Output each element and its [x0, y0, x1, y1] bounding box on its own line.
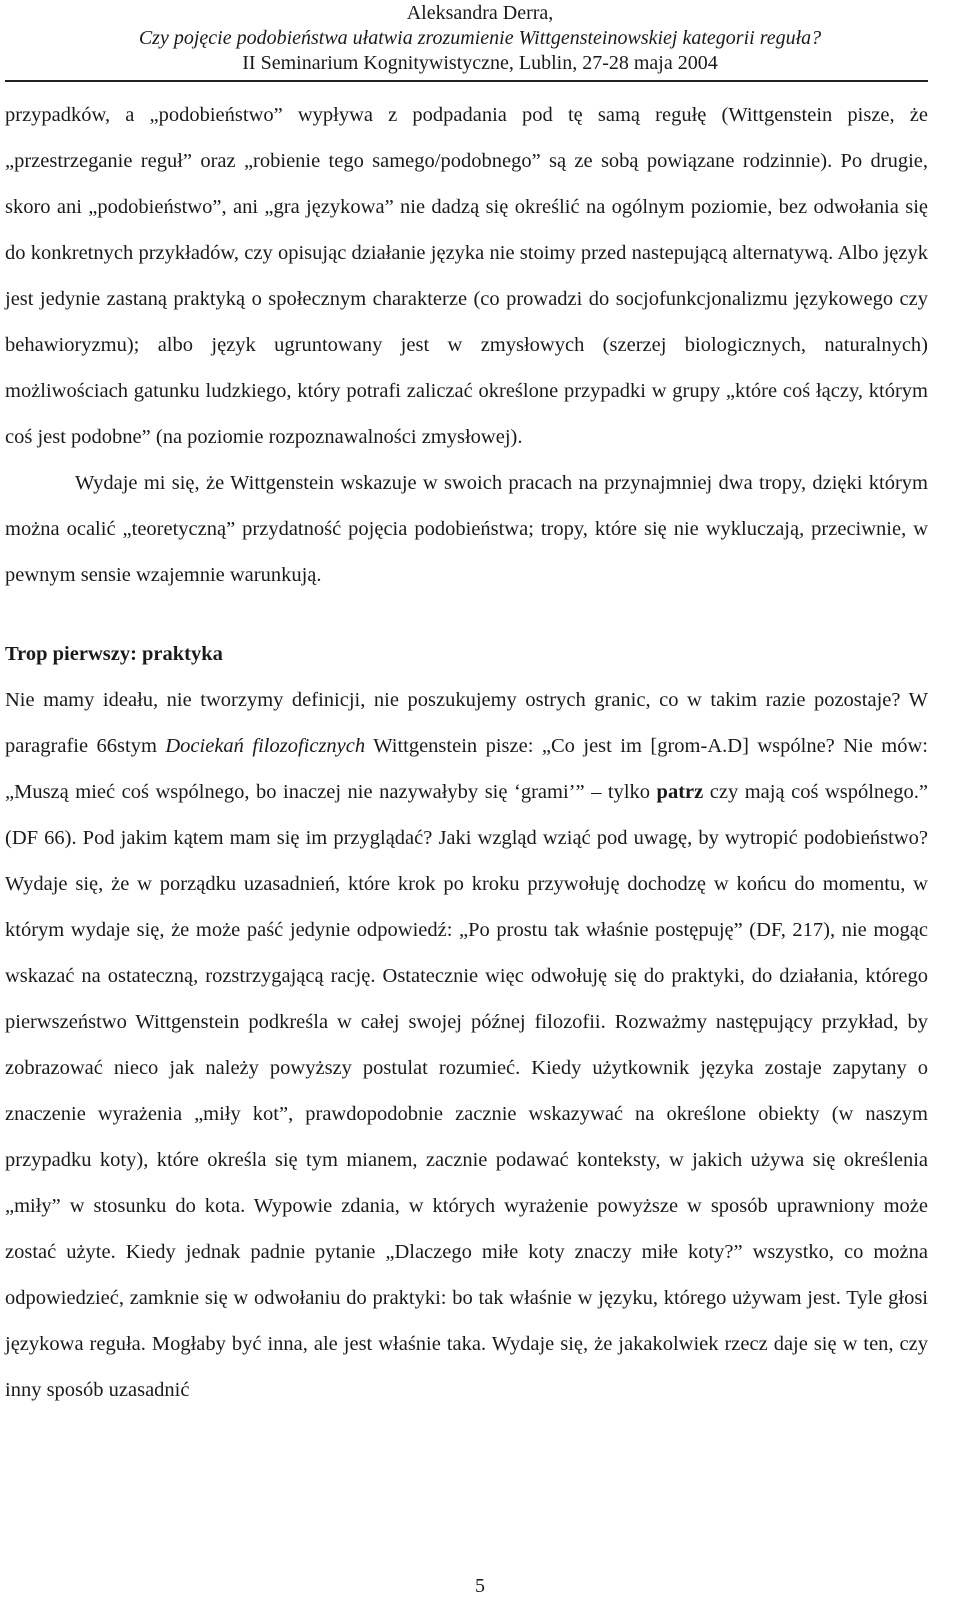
- paragraph-3-part-2: Wittgenstein pisze: „Co jest im [grom-A.D] wspólne? Nie mów: „Muszą mieć coś wspólnego, bo inaczej nie nazywałyby się ‘grami’” – tylko: [5, 735, 928, 803]
- page-number: 5: [475, 1575, 485, 1597]
- header-event: II Seminarium Kognitywistyczne, Lublin, 27-28 maja 2004: [242, 52, 718, 74]
- emphasis-word: patrz: [656, 781, 704, 803]
- paragraph-3-part-1: Nie mamy ideału, nie tworzymy definicji, nie poszukujemy ostrych granic, co w takim razie pozostaje? W paragrafie 66stym: [5, 689, 928, 757]
- paragraph-3: [5, 677, 928, 1413]
- paragraph-3-part-3: czy mają coś wspólnego.” (DF 66). Pod jakim kątem mam się im przyglądać? Jaki wzgląd wziąć pod uwagę, by wytropić podobieństwo? Wydaje się, że w porządku uzasadnień, które krok po kroku przywołuję dochodzę w końcu do momentu, w którym wydaje się, że może paść jedynie odpowiedź: „Po prostu tak właśnie postępuję” (DF, 217), nie mogąc wskazać na ostateczną, rozstrzygającą rację. Ostatecznie więc odwołuję się do praktyki, do działania, którego pierwszeństwo Wittgenstein podkreśla w całej swojej późnej filozofii. Rozważmy następujący przykład, by zobrazować nieco jak należy powyższy postulat rozumieć. Kiedy użytkownik języka zostaje zapytany o znaczenie wyrażenia „miły kot”, prawdopodobnie zacznie wskazywać na określone obiekty (w naszym przypadku koty), które określa się tym mianem, zacznie podawać konteksty, w jakich używa się określenia „miły” w stosunku do kota. Wypowie zdania, w których wyrażenie powyższe w sposób uprawniony może zostać użyte. Kiedy jednak padnie pytanie „Dlaczego miłe koty znaczy miłe koty?” wszystko, co można odpowiedzieć, zamknie się w odwołaniu do praktyki: bo tak właśnie w języku, którego używam jest. Tyle głosi językowa reguła. Mogłaby być inna, ale jest właśnie taka. Wydaje się, że jakakolwiek rzecz daje się w ten, czy inny sposób uzasadnić: [5, 781, 928, 1401]
- document-body: [5, 92, 928, 1413]
- header-author: Aleksandra Derra,: [406, 2, 554, 24]
- running-header: [0, 0, 960, 81]
- header-title: Czy pojęcie podobieństwa ułatwia zrozumienie Wittgensteinowskiej kategorii reguła?: [138, 27, 822, 49]
- book-title: Dociekań filozoficznych: [165, 735, 366, 757]
- header-rule: [5, 80, 928, 82]
- paragraph-2: Wydaje mi się, że Wittgenstein wskazuje w swoich pracach na przynajmniej dwa tropy, dzięki którym można ocalić „teoretyczną” przydatność pojęcia podobieństwa; tropy, które się nie wykluczają, przeciwnie, w pewnym sensie wzajemnie warunkują.: [5, 472, 928, 586]
- paragraph-1: przypadków, a „podobieństwo” wypływa z podpadania pod tę samą regułę (Wittgenstein pisze, że „przestrzeganie reguł” oraz „robienie tego samego/podobnego” są ze sobą powiązane rodzinnie). Po drugie, skoro ani „podobieństwo”, ani „gra językowa” nie dadzą się określić na ogólnym poziomie, bez odwołania się do konkretnych przykładów, czy opisując działanie języka nie stoimy przed nastepującą alternatywą. Albo język jest jedynie zastaną praktyką o społecznym charakterze (co prowadzi do socjofunkcjonalizmu językowego czy behawioryzmu); albo język ugruntowany jest w zmysłowych (szerzej biologicznych, naturalnych) możliwościach gatunku ludzkiego, który potrafi zaliczać określone przypadki w grupy „które coś łączy, którym coś jest podobne” (na poziomie rozpoznawalności zmysłowej).: [5, 104, 928, 448]
- section-heading: Trop pierwszy: praktyka: [5, 643, 223, 665]
